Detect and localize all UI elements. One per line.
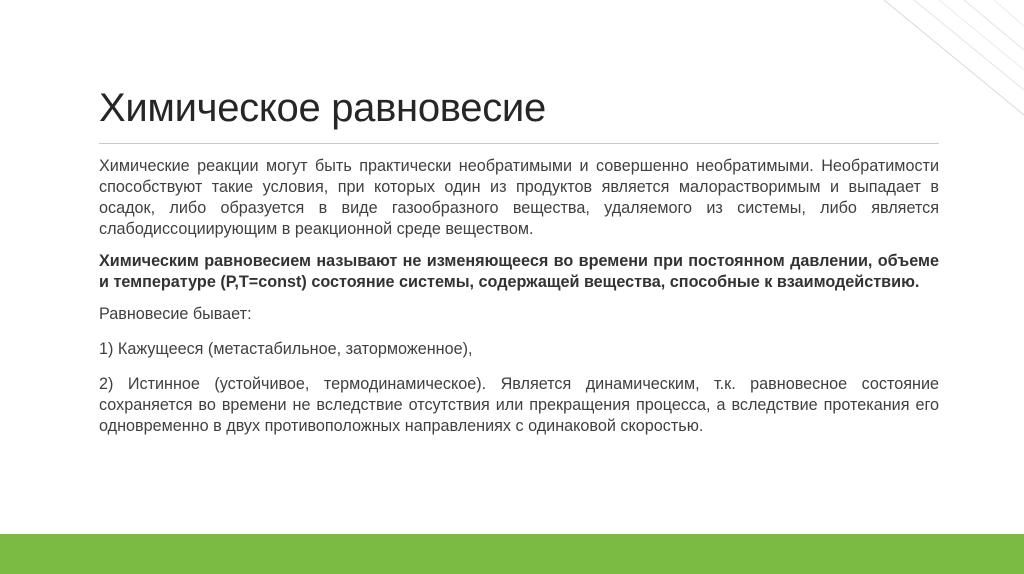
slide-title: Химическое равновесие	[99, 86, 546, 130]
body-paragraph-irreversibility: Химические реакции могут быть практически необратимыми и совершенно необратимыми. Необратимости способствуют такие условия, при которых один из продуктов является малорастворимым и выпадает в осадок, либо образуется в виде газообразного вещества, удаляемого из системы, либо является слабодиссоциирующим в реакционной среде веществом.	[99, 157, 939, 238]
body-paragraph-type-apparent: 1) Кажущееся (метастабильное, заторможенное),	[99, 340, 473, 358]
body-paragraph-types-intro: Равновесие бывает:	[99, 305, 252, 323]
decorative-corner-lines	[844, 0, 1024, 130]
body-paragraph-definition: Химическим равновесием называют не изменяющееся во времени при постоянном давлении, объеме и температуре (P,T=const) состояние системы, содержащей вещества, способные к взаимодействию.	[99, 252, 939, 291]
slide-body	[99, 156, 939, 448]
title-divider	[99, 143, 939, 144]
body-paragraph-type-true: 2) Истинное (устойчивое, термодинамическое). Является динамическим, т.к. равновесное состояние сохраняется во времени не вследствие отсутствия или прекращения процесса, а вследствие протекания его одновременно в двух противоположных направлениях с одинаковой скоростью.	[99, 375, 939, 435]
bottom-accent-bar	[0, 534, 1024, 574]
